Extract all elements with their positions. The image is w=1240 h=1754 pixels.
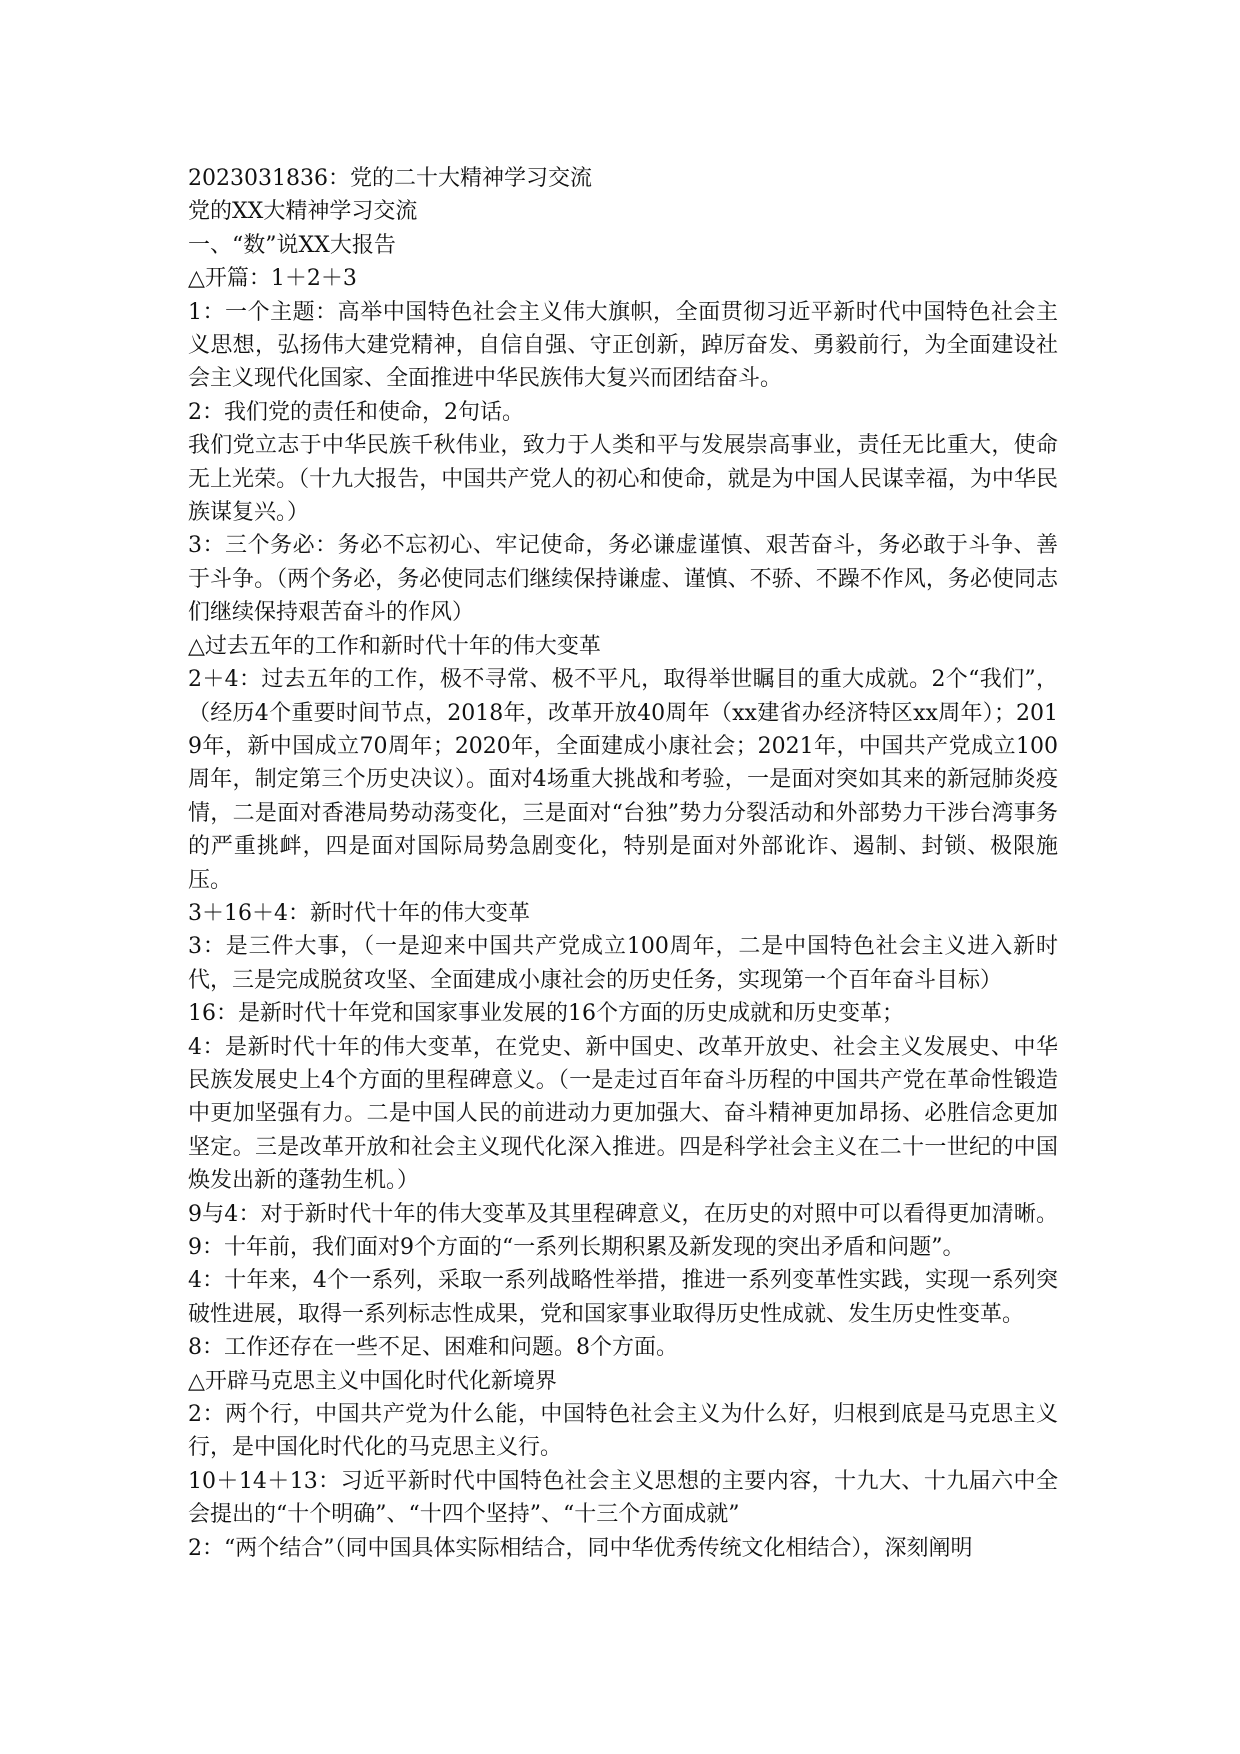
section-heading: 一、“数”说XX大报告	[188, 232, 396, 258]
paragraph: 2＋4：过去五年的工作，极不寻常、极不平凡，取得举世瞩目的重大成就。2个“我们”，（经历4个重要时间节点，2018年，改革开放40周年（xx建省办经济特区xx周年）；2019年，新中国成立70周年；2020年，全面建成小康社会；2021年，中国共产党成立100周年，制定第三个历史决议）。面对4场重大挑战和考验，一是面对突如其来的新冠肺炎疫情，二是面对香港局势动荡变化，三是面对“台独”势力分裂活动和外部势力干涉台湾事务的严重挑衅，四是面对国际局势急剧变化，特别是面对外部讹诈、遏制、封锁、极限施压。	[188, 667, 1058, 893]
paragraph: 8：工作还存在一些不足、困难和问题。8个方面。	[188, 1335, 678, 1361]
paragraph: 3：是三件大事，（一是迎来中国共产党成立100周年，二是中国特色社会主义进入新时代，三是完成脱贫攻坚、全面建成小康社会的历史任务，实现第一个百年奋斗目标）	[188, 934, 1058, 993]
subsection-heading: △开辟马克思主义中国化时代化新境界	[188, 1368, 557, 1394]
subsection-heading: △过去五年的工作和新时代十年的伟大变革	[188, 633, 601, 659]
paragraph: 10＋14＋13：习近平新时代中国特色社会主义思想的主要内容，十九大、十九届六中全会提出的“十个明确”、“十四个坚持”、“十三个方面成就”	[188, 1468, 1058, 1528]
document-body	[188, 162, 1058, 1565]
document-title: 党的XX大精神学习交流	[188, 199, 418, 225]
paragraph: 4：是新时代十年的伟大变革，在党史、新中国史、改革开放史、社会主义发展史、中华民族发展史上4个方面的里程碑意义。（一是走过百年奋斗历程的中国共产党在革命性锻造中更加坚强有力。二是中国人民的前进动力更加强大、奋斗精神更加昂扬、必胜信念更加坚定。三是改革开放和社会主义现代化深入推进。四是科学社会主义在二十一世纪的中国焕发出新的蓬勃生机。）	[188, 1034, 1059, 1194]
paragraph: 9与4：对于新时代十年的伟大变革及其里程碑意义，在历史的对照中可以看得更加清晰。9：十年前，我们面对9个方面的“一系列长期积累及新发现的突出矛盾和问题”。	[188, 1201, 1058, 1260]
paragraph: 1：一个主题：高举中国特色社会主义伟大旗帜，全面贯彻习近平新时代中国特色社会主义思想，弘扬伟大建党精神，自信自强、守正创新，踔厉奋发、勇毅前行，为全面建设社会主义现代化国家、全面推进中华民族伟大复兴而团结奋斗。	[188, 299, 1058, 392]
paragraph: 16：是新时代十年党和国家事业发展的16个方面的历史成就和历史变革；	[188, 1001, 904, 1027]
paragraph: 2：我们党的责任和使命，2句话。	[188, 399, 524, 425]
paragraph: 4：十年来，4个一系列，采取一系列战略性举措，推进一系列变革性实践，实现一系列突破性进展，取得一系列标志性成果，党和国家事业取得历史性成就、发生历史性变革。	[188, 1268, 1058, 1327]
paragraph: 我们党立志于中华民族千秋伟业，致力于人类和平与发展崇高事业，责任无比重大，使命无上光荣。（十九大报告，中国共产党人的初心和使命，就是为中国人民谋幸福，为中华民族谋复兴。）	[188, 433, 1058, 526]
paragraph: 2：“两个结合”（同中国具体实际相结合，同中华优秀传统文化相结合），深刻阐明	[188, 1535, 973, 1561]
paragraph: 2：两个行，中国共产党为什么能，中国特色社会主义为什么好，归根到底是马克思主义行，是中国化时代化的马克思主义行。	[188, 1402, 1058, 1461]
subsection-heading: △开篇：1＋2＋3	[188, 266, 357, 292]
paragraph: 3＋16＋4：新时代十年的伟大变革	[188, 900, 530, 926]
document-heading: 2023031836：党的二十大精神学习交流	[188, 166, 592, 191]
paragraph: 3：三个务必：务必不忘初心、牢记使命，务必谦虚谨慎、艰苦奋斗，务必敢于斗争、善于斗争。（两个务必，务必使同志们继续保持谦虚、谨慎、不骄、不躁不作风，务必使同志们继续保持艰苦奋斗的作风）	[188, 533, 1058, 626]
